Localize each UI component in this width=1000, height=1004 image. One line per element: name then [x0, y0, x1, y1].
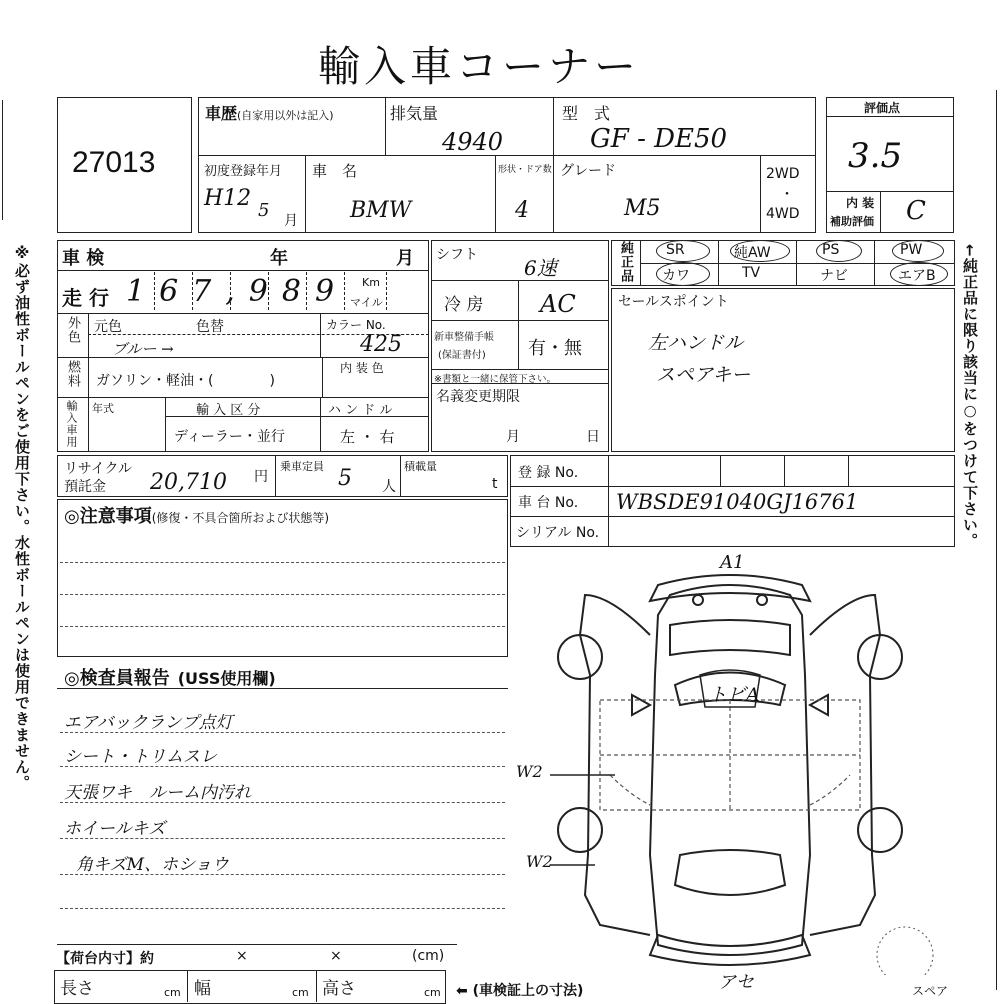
genuine-r2-2: ナビ — [820, 268, 848, 284]
chassis-no-value: WBSDE91040GJ16761 — [616, 490, 859, 514]
doors-label: 形状・ドア数 — [498, 165, 552, 175]
exterior-color-no: カラー No. — [326, 318, 386, 332]
name-change-label: 名義変更期限 — [436, 389, 520, 405]
cargo-label: 【荷台内寸】約 — [56, 951, 154, 967]
notes-sub: (修復・不具合箇所および状態等) — [151, 511, 330, 525]
capacity-unit: 人 — [382, 479, 396, 495]
interior-label-2: 補助評価 — [830, 215, 874, 228]
cargo-cm: (cm) — [412, 948, 445, 964]
circle-mark-aw — [730, 240, 790, 262]
import-type-label: 輸 入 区 分 — [196, 403, 261, 418]
car-damage-diagram — [540, 555, 940, 975]
report-sub: (USS使用欄) — [177, 669, 276, 688]
diagram-tobi: トビA — [708, 684, 760, 706]
service-book-value: 有・無 — [528, 338, 582, 359]
drive-dot: ・ — [780, 187, 794, 203]
capacity-value: 5 — [338, 466, 352, 491]
exterior-change: 色替 — [196, 319, 224, 335]
aircon-value: AC — [540, 290, 576, 318]
serial-no-label: シリアル No. — [516, 525, 600, 541]
circle-mark-airb — [890, 262, 948, 286]
shift-label: シフト — [436, 247, 478, 263]
fuel-options: ガソリン・軽油・( ) — [96, 373, 275, 389]
report-label: ◎検査員報告 — [64, 668, 170, 689]
service-book-label-2: (保証書付) — [438, 350, 486, 361]
first-reg-label: 初度登録年月 — [204, 164, 283, 179]
inspection-year: 年 — [270, 248, 288, 269]
side-note-right: ←純正品に限り該当に○をつけて下さい。 — [961, 244, 979, 549]
diagram-spare: スペア — [912, 984, 949, 998]
exterior-color-no-value: 425 — [360, 332, 402, 357]
cargo-dims-box — [54, 970, 446, 1004]
lot-number: 27013 — [72, 146, 156, 179]
mileage-value: 167,989 — [126, 274, 349, 309]
circle-mark-kawa — [656, 262, 710, 286]
recycle-label-1: リサイクル — [64, 461, 133, 477]
model-value: GF - DE50 — [590, 124, 728, 154]
recycle-unit: 円 — [254, 469, 268, 485]
first-reg-month-unit: 月 — [284, 213, 298, 229]
aircon-label: 冷 房 — [444, 295, 484, 315]
drive-2wd: 2WD — [766, 166, 800, 182]
diagram-a1: A1 — [720, 552, 745, 573]
inspection-label: 車 検 — [62, 248, 105, 269]
sales-point-line1: 左ハンドル — [648, 332, 744, 354]
genuine-r1-1: 純AW — [734, 245, 771, 261]
genuine-r2-0: カワ — [662, 268, 690, 284]
page-title: 輸入車コーナー — [318, 42, 641, 91]
load-unit: t — [492, 476, 498, 492]
fuel-interior-color: 内 装 色 — [340, 361, 384, 375]
cargo-height: 高さ — [322, 979, 356, 999]
exterior-orig: 元色 — [94, 319, 122, 335]
history-label: 車歴 — [205, 104, 238, 123]
doors-value: 4 — [515, 198, 529, 223]
sales-point-line2: スペアキー — [656, 364, 751, 386]
handle-label: ハ ン ド ル — [328, 403, 393, 418]
diagram-ase: アセ — [718, 972, 754, 993]
car-name-value: BMW — [350, 198, 412, 223]
recycle-label-2: 預託金 — [64, 479, 106, 495]
diagram-w2-b: W2 — [526, 852, 553, 871]
shift-value: 6速 — [524, 256, 557, 280]
report-line-2: シート・トリムスレ — [64, 747, 217, 767]
handle-options: 左 ・ 右 — [340, 428, 395, 446]
report-line-3: 天張ワキ ルーム内汚れ — [64, 783, 251, 803]
circle-mark-ps — [816, 240, 862, 262]
import-car-label: 輸入車用 — [65, 400, 78, 448]
cargo-length: 長さ — [60, 979, 94, 999]
service-book-label-1: 新車整備手帳 — [434, 332, 494, 343]
drive-4wd: 4WD — [766, 206, 800, 222]
genuine-r1-0: SR — [666, 242, 685, 258]
interior-value: C — [906, 196, 926, 226]
chassis-no-label: 車 台 No. — [518, 495, 579, 511]
report-line-4: ホイールキズ — [64, 819, 166, 839]
cargo-note: ⬅ (車検証上の寸法) — [456, 983, 584, 999]
cargo-x1: × — [236, 948, 248, 964]
genuine-r1-3: PW — [900, 242, 923, 258]
name-change-day: 日 — [586, 429, 600, 445]
report-line-1: エアバックランプ点灯 — [64, 713, 233, 733]
sales-point-label: セールスポイント — [618, 294, 729, 310]
load-label: 積載量 — [404, 460, 437, 473]
interior-label-1: 内 装 — [846, 196, 875, 210]
car-name-label: 車 名 — [312, 162, 358, 180]
cargo-height-unit: cm — [424, 986, 441, 999]
cargo-x2: × — [330, 948, 342, 964]
grade-value: M5 — [624, 196, 661, 221]
genuine-r2-3: エアB — [898, 268, 936, 284]
first-reg-era: H12 — [204, 186, 252, 211]
score-label: 評価点 — [864, 101, 901, 115]
model-label: 型 式 — [562, 104, 611, 123]
mileage-label: 走 行 — [62, 286, 109, 310]
genuine-r1-2: PS — [822, 242, 840, 258]
mileage-unit-mile: マイル — [350, 296, 383, 309]
cargo-length-unit: cm — [164, 986, 181, 999]
exterior-color-value: ブルー → — [112, 340, 174, 358]
recycle-value: 20,710 — [150, 470, 227, 495]
first-reg-month: 5 — [258, 200, 270, 221]
reg-no-label: 登 録 No. — [518, 465, 579, 481]
history-note: (自家用以外は記入) — [237, 109, 334, 122]
grade-label: グレード — [560, 163, 616, 179]
mileage-unit-km: Km — [362, 276, 380, 289]
name-change-month: 月 — [506, 429, 520, 445]
report-line-5: 角キズM、ホショウ — [76, 855, 229, 875]
genuine-r2-1: TV — [742, 265, 761, 281]
circle-mark-pw — [892, 240, 944, 262]
circle-mark-sr — [656, 240, 710, 262]
notes-label: ◎注意事項 — [64, 506, 152, 527]
score-value: 3.5 — [848, 136, 903, 176]
capacity-label: 乗車定員 — [280, 460, 324, 473]
side-note-left: ※必ず油性ボールペンをご使用下さい。水性ボールペンは使用できません。 — [13, 244, 31, 791]
import-type-options: ディーラー・並行 — [174, 429, 285, 445]
exterior-label: 外色 — [65, 316, 80, 344]
displacement-label: 排気量 — [390, 104, 439, 123]
inspection-month: 月 — [396, 248, 414, 269]
cargo-width-unit: cm — [292, 986, 309, 999]
import-car-year: 年式 — [92, 402, 114, 415]
fuel-label: 燃料 — [65, 360, 80, 388]
displacement-value: 4940 — [442, 128, 504, 156]
service-book-note: ※書類と一緒に保管下さい。 — [434, 374, 556, 385]
diagram-w2-a: W2 — [516, 762, 543, 781]
genuine-label: 純正品 — [618, 241, 633, 283]
cargo-width: 幅 — [194, 979, 211, 999]
